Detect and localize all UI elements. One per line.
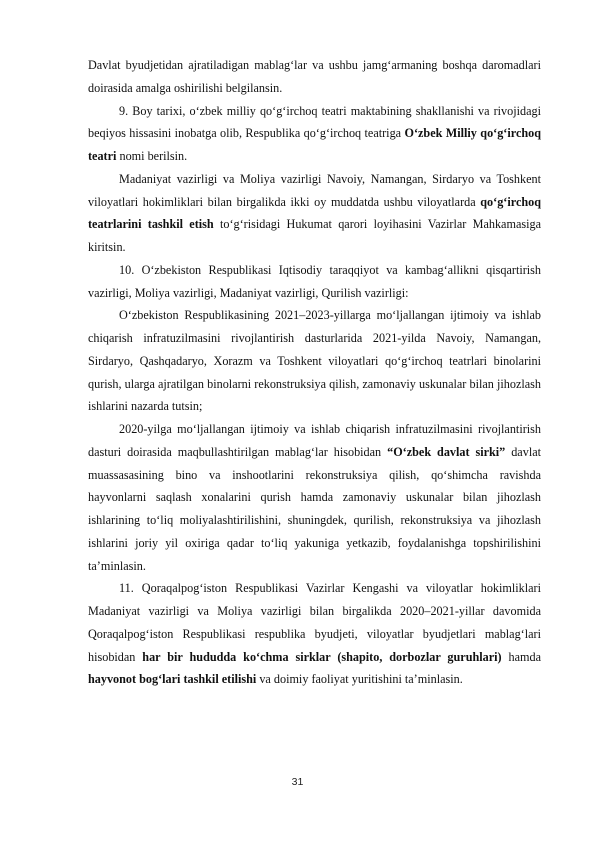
text-run: toʻgʻrisidagi Hukumat qarori loyihasini Vazirlar Mahkamasiga kiritsin. bbox=[88, 217, 541, 254]
text-run: Davlat byudjetidan ajratiladigan mablagʻlar va ushbu jamgʻarmaning boshqa daromadlari doirasida amalga oshirilishi belgilansin. bbox=[88, 58, 541, 95]
text-run: davlat muassasasining bino va inshootlarini rekonstruksiya qilish, qoʻshimcha ravishda hayvonlarni saqlash xonalarini qurish hamda zamonaviy uskunalar bilan jihozlash ishlarining toʻliq moliyalashtirilishini, shuningdek, qurilish, rekonstruksiya va jihozlash ishlarini joriy yil oxiriga qadar toʻliq yakuniga yetkazib, foydalanishga topshirilishini taʼminlasin. bbox=[88, 444, 541, 573]
text-run: Oʻzbekiston Respublikasining 2021–2023-yillarga moʻljallangan ijtimoiy va ishlab chiqarish infratuzilmasini rivojlantirish dasturlarida 2021-yilda Navoiy, Namangan, Sirdaryo, Qashqadaryo, Xorazm va Toshkent viloyatlari qoʻgʻirchoq teatrlari binolarini qurish, ularga ajratilgan binolarni rekonstruksiya qilish, zamonaviy uskunalar bilan jihozlash ishlarini nazarda tutsin; bbox=[88, 308, 541, 414]
bold-phrase: “Oʻzbek davlat sirki” bbox=[387, 444, 506, 459]
paragraph-4 bbox=[88, 259, 541, 305]
paragraph-5 bbox=[88, 304, 541, 418]
text-run: hamda bbox=[501, 649, 541, 664]
document-body bbox=[88, 54, 541, 691]
page-number: 31 bbox=[291, 776, 304, 788]
text-run: 9. Boy tarixi, oʻzbek milliy qoʻgʻirchoq teatri maktabining shakllanishi va rivojidagi beqiyos hissasini inobatga olib, Respublika qoʻgʻirchoq teatriga bbox=[88, 103, 541, 141]
text-run: 11. Qoraqalpogʻiston Respublikasi Vazirlar Kengashi va viloyatlar hokimliklari Madaniyat vazirligi va Moliya vazirligi bilan birgalikda 2020–2021-yillar davomida Qoraqalpogʻiston Respublikasi respublika byudjeti, viloyatlar byudjetlari mablagʻlari hisobidan bbox=[88, 581, 541, 664]
bold-phrase: har bir hududda koʻchma sirklar (shapito, dorbozlar guruhlari) bbox=[142, 649, 502, 664]
paragraph-7 bbox=[88, 577, 541, 691]
bold-phrase: qoʻgʻirchoq teatrlarini tashkil etish bbox=[88, 194, 541, 232]
text-run: Madaniyat vazirligi va Moliya vazirligi Navoiy, Namangan, Sirdaryo va Toshkent viloyatlari hokimliklari bilan birgalikda ikki oy muddatda ushbu viloyatlarda bbox=[88, 171, 541, 209]
paragraph-3 bbox=[88, 168, 541, 259]
text-run: va doimiy faoliyat yuritishini taʼminlasin. bbox=[256, 672, 463, 687]
paragraph-1 bbox=[88, 54, 541, 100]
text-run: nomi berilsin. bbox=[116, 149, 188, 163]
paragraph-2 bbox=[88, 100, 541, 168]
paragraph-6 bbox=[88, 418, 541, 577]
bold-phrase: Oʻzbek Milliy qoʻgʻirchoq teatri bbox=[88, 126, 542, 163]
text-run: 2020-yilga moʻljallangan ijtimoiy va ishlab chiqarish infratuzilmasini rivojlantirish dasturi doirasida maqbullashtirilgan mablagʻlar hisobidan bbox=[88, 422, 541, 459]
bold-phrase: hayvonot bogʻlari tashkil etilishi bbox=[88, 672, 257, 687]
text-run: 10. Oʻzbekiston Respublikasi Iqtisodiy taraqqiyot va kambagʻallikni qisqartirish vazirligi, Moliya vazirligi, Madaniyat vazirligi, Qurilish vazirligi: bbox=[88, 262, 541, 300]
